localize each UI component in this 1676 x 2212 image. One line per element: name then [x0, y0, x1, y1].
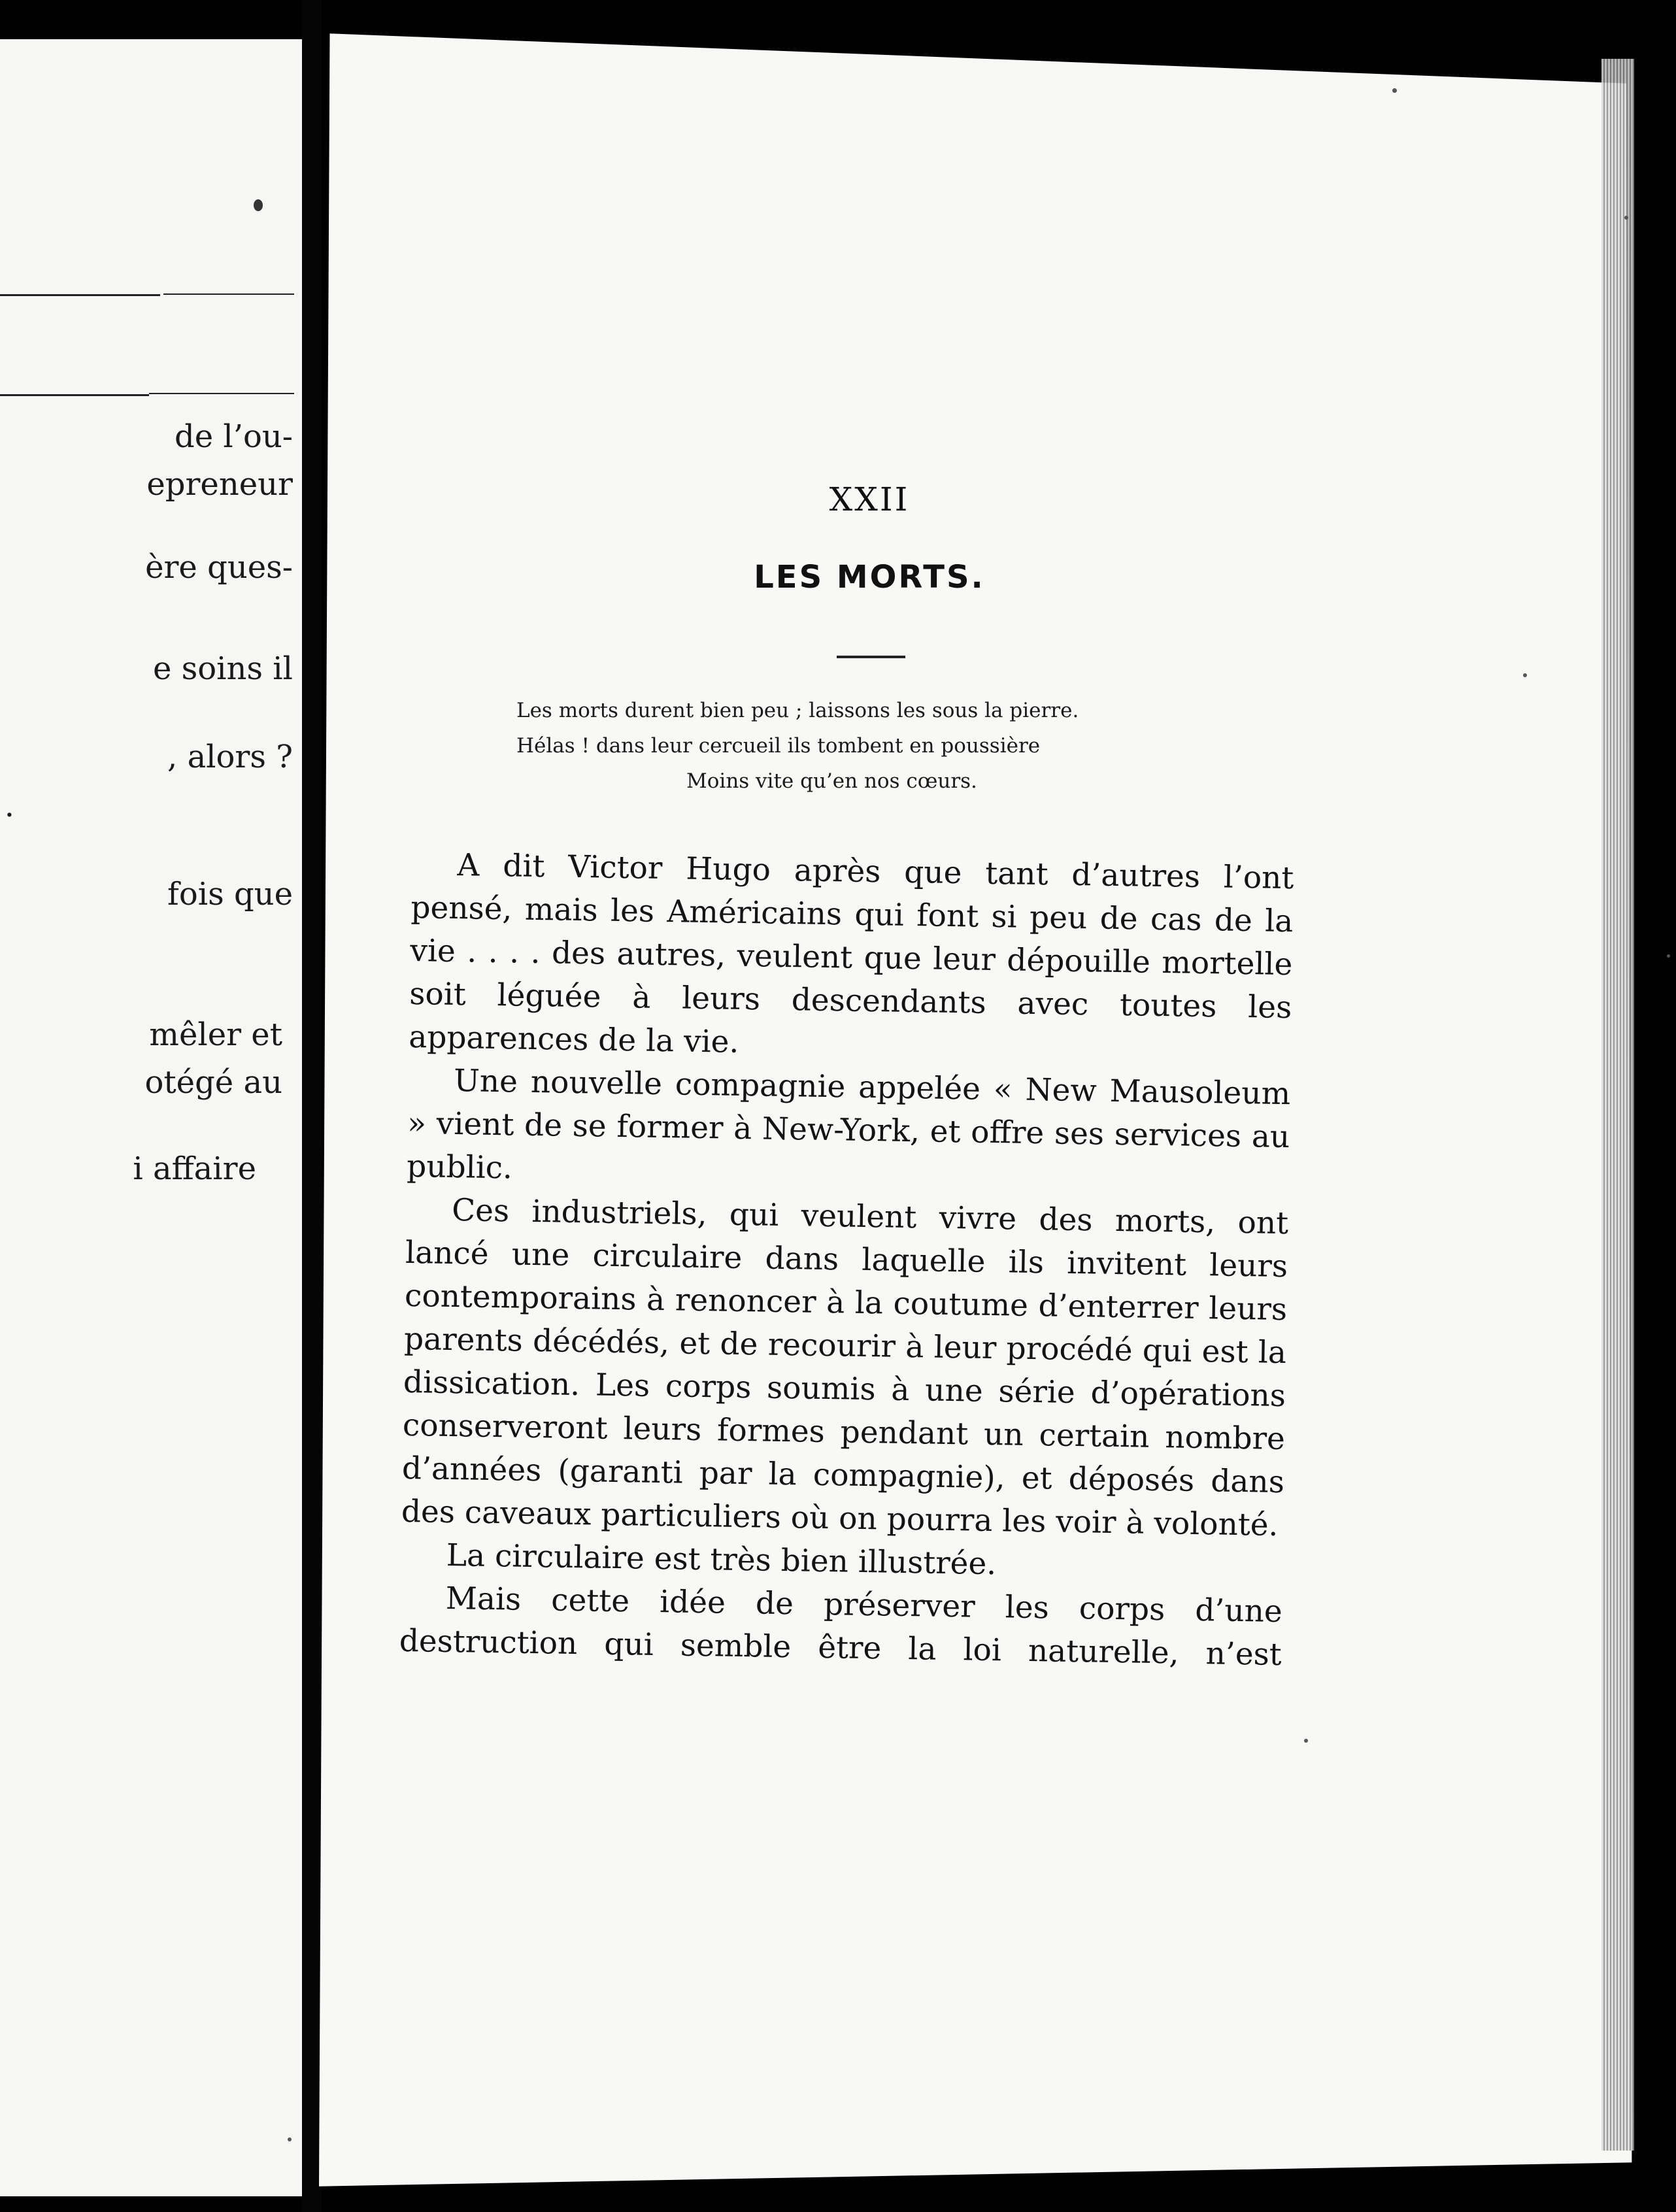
- title-rule: [837, 656, 905, 658]
- paragraph: Ces industriels, qui veulent vivre des morts, ont lancé une circulaire dans laquelle ils invitent leurs contemporains à renoncer à la coutume d’enterrer leurs parents décédés, et de recourir à leur procédé qui est la dissication. Les corps soumis à une série d’opérations conserveront leurs formes pendant un certain nombre d’années (garanti par la compagnie), et déposés dans des caveaux particuliers où on pourra les voir à volonté.: [401, 1192, 1289, 1543]
- epigraph-line: Moins vite qu’en nos cœurs.: [686, 769, 977, 793]
- speck: [1523, 673, 1527, 677]
- paragraph: A dit Victor Hugo après que tant d’autres l’ont pensé, mais les Américains qui font si peu de cas de la vie . . . . des autres, veulent que leur dépouille mortelle soit léguée à leurs descendants avec toutes les apparences de la vie.: [408, 847, 1294, 1060]
- speck: [1304, 1739, 1308, 1743]
- left-page-line: de l’ou-: [174, 418, 293, 455]
- left-page-line: ère ques-: [145, 549, 293, 586]
- paragraph: Mais cette idée de préserver les corps d’une destruction qui semble être la loi naturelle, n’est: [399, 1580, 1283, 1673]
- speck: [288, 2137, 292, 2141]
- left-page-line: e soins il: [152, 650, 293, 687]
- chapter-number: XXII: [829, 480, 910, 518]
- speck: [1392, 88, 1397, 93]
- body-text: [398, 843, 1294, 1720]
- left-page-line: i affaire: [133, 1150, 256, 1187]
- paragraph: La circulaire est très bien illustrée.: [446, 1537, 997, 1583]
- chapter-title: LES MORTS.: [754, 559, 985, 595]
- epigraph-line: Les morts durent bien peu ; laissons les sous la pierre.: [516, 699, 1079, 722]
- left-page-line: .: [4, 788, 14, 824]
- paragraph: Une nouvelle compagnie appelée « New Mausoleum » vient de se former à New-York, et offre ses services au public.: [406, 1063, 1291, 1186]
- left-page-line: fois que: [167, 876, 293, 913]
- left-page-line: , alors ?: [167, 739, 293, 775]
- left-page-line: mêler et: [149, 1016, 282, 1053]
- epigraph-line: Hélas ! dans leur cercueil ils tombent en poussière: [516, 734, 1041, 758]
- left-page-line: otégé au: [144, 1064, 282, 1101]
- speck: [1624, 216, 1628, 220]
- speck: [1667, 954, 1670, 958]
- left-page-line: epreneur: [146, 466, 293, 503]
- epigraph: [516, 693, 1235, 799]
